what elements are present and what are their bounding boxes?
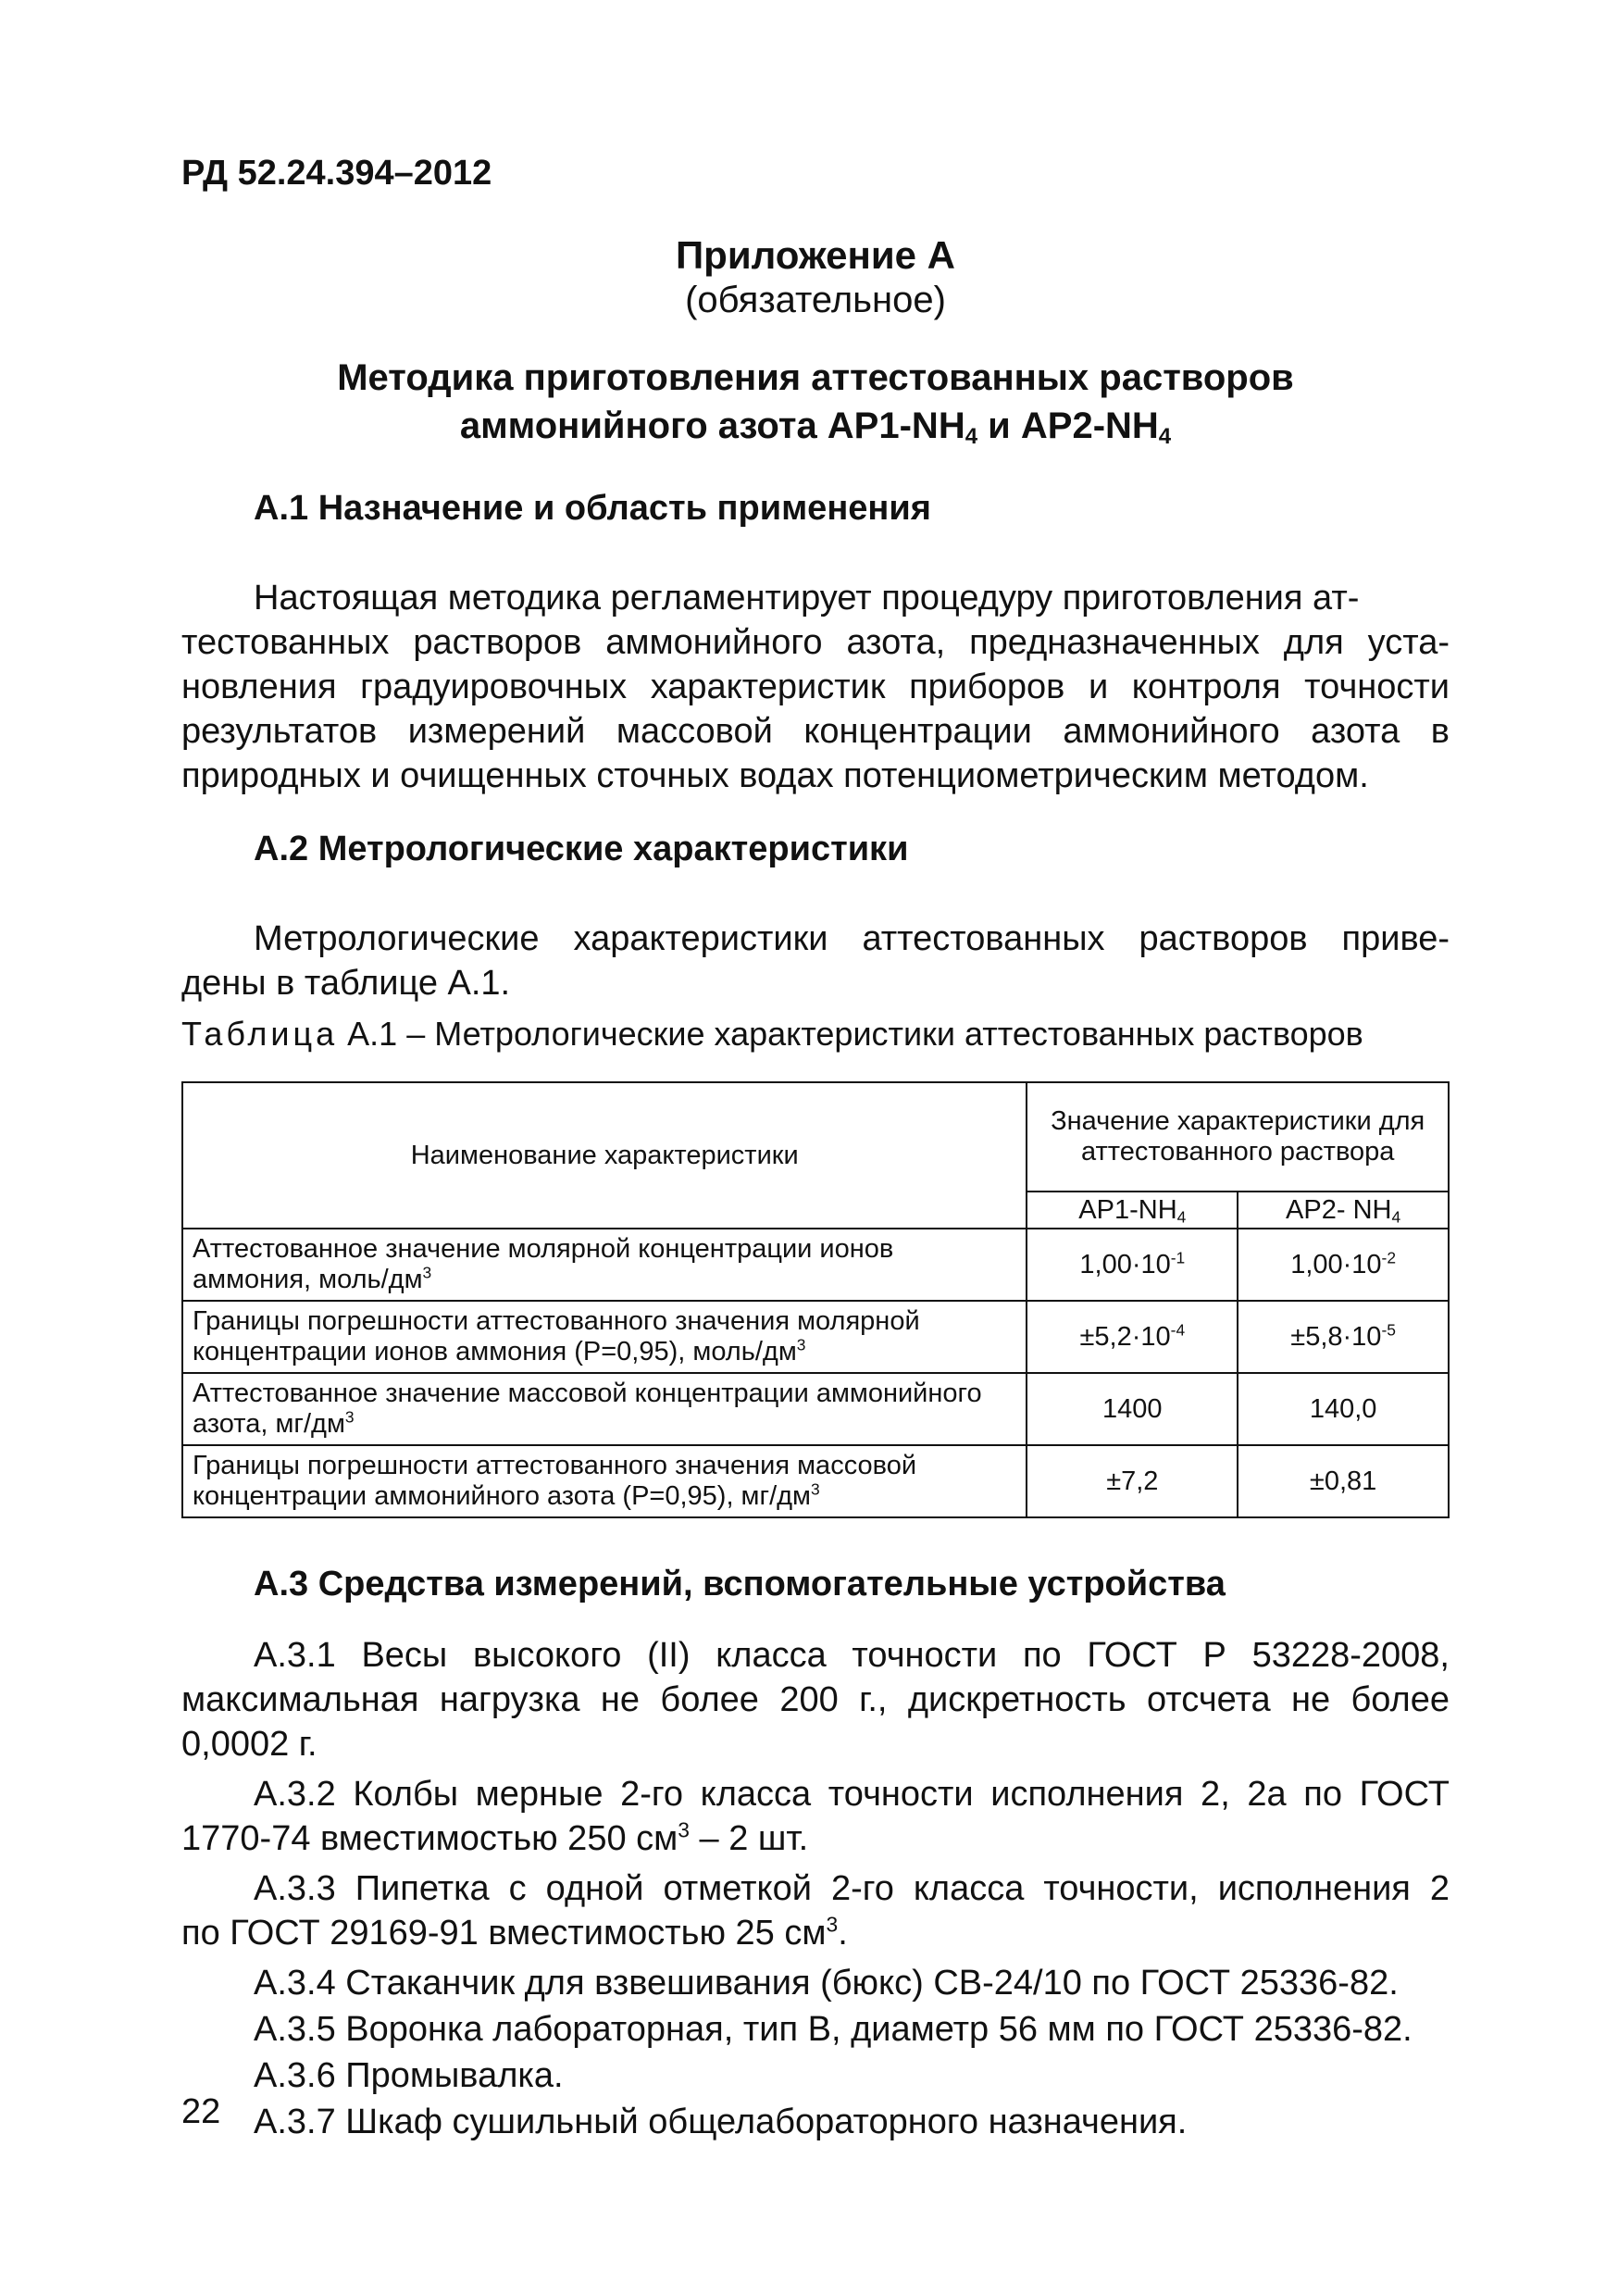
- table-col-ar2: АР2- $NH_4$: [1238, 1192, 1449, 1229]
- row-value-ar1: $\pm 5,2\cdot 10^{-4}$: [1027, 1301, 1238, 1373]
- list-item-a3-2: А.3.2 Колбы мерные 2-го класса точности исполнения 2, 2а по ГОСТ: [254, 1775, 1450, 1814]
- row-value-ar2: $\pm 5,8\cdot 10^{-5}$: [1238, 1301, 1449, 1373]
- table-row: [182, 1445, 1449, 1517]
- table-caption-label: Таблица: [181, 1015, 339, 1053]
- list-item-a3-7: А.3.7 Шкаф сушильный общелабораторного назначения.: [254, 2103, 1188, 2141]
- list-item-a3-4: А.3.4 Стаканчик для взвешивания (бюкс) СВ-24/10 по ГОСТ 25336-82.: [254, 1964, 1399, 2003]
- row-value-ar2: $1,00\cdot 10^{-2}$: [1238, 1229, 1449, 1301]
- row-value-ar1: ±7,2: [1027, 1445, 1238, 1517]
- list-item-a3-1: А.3.1 Весы высокого (II) класса точности по ГОСТ Р 53228-2008,: [254, 1636, 1450, 1675]
- row-value-ar2: ±0,81: [1238, 1445, 1449, 1517]
- table-header-value: Значение характеристики для аттестованного раствора: [1027, 1082, 1449, 1192]
- row-value-ar1: $1,00\cdot 10^{-1}$: [1027, 1229, 1238, 1301]
- section-a3-title: А.3 Средства измерений, вспомогательные устройства: [254, 1565, 1226, 1603]
- text-line: 1770-74 вместимостью 250 $см^3 - 2$ шт.: [181, 1817, 809, 1858]
- list-item-a3-3: А.3.3 Пипетка с одной отметкой 2-го класса точности, исполнения 2: [254, 1869, 1450, 1908]
- table-header-name: Наименование характеристики: [182, 1082, 1027, 1229]
- text-line: результатов измерений массовой концентрации аммонийного азота в: [181, 712, 1450, 751]
- row-name: Границы погрешности аттестованного значения массовой концентрации аммонийного азота (Р=0,95), $мг/дм^3$: [182, 1445, 1027, 1517]
- appendix-heading-line2: аммонийного азота $АР1-NH_4$ и $АР2-NH_4$: [459, 406, 1172, 449]
- table-row: [182, 1229, 1449, 1301]
- section-a2-title: А.2 Метрологические характеристики: [254, 830, 909, 868]
- list-item-a3-6: А.3.6 Промывалка.: [254, 2056, 564, 2095]
- text-line: дены в таблице А.1.: [181, 964, 511, 1003]
- text-line: природных и очищенных сточных водах потенциометрическим методом.: [181, 756, 1369, 795]
- table-caption-text: А.1 – Метрологические характеристики аттестованных растворов: [338, 1015, 1363, 1053]
- row-name: Аттестованное значение массовой концентрации аммонийного азота, $мг/дм^3$: [182, 1373, 1027, 1445]
- text-line: Метрологические характеристики аттестованных растворов приве-: [254, 919, 1450, 958]
- text-line: новления градуировочных характеристик приборов и контроля точности: [181, 668, 1450, 706]
- section-a1-title: А.1 Назначение и область применения: [254, 489, 931, 528]
- appendix-status: (обязательное): [685, 280, 946, 320]
- list-item-a3-5: А.3.5 Воронка лабораторная, тип В, диаметр 56 мм по ГОСТ 25336-82.: [254, 2010, 1413, 2049]
- row-value-ar2: 140,0: [1238, 1373, 1449, 1445]
- appendix-heading-line1: Методика приготовления аттестованных растворов: [337, 357, 1294, 398]
- section-a2-body: [181, 917, 1450, 1005]
- metrology-table: [181, 1081, 1450, 1518]
- text-line: тестованных растворов аммонийного азота, предназначенных для уста-: [181, 623, 1450, 662]
- row-value-ar1: 1400: [1027, 1373, 1238, 1445]
- text-line: по ГОСТ 29169-91 вместимостью 25 $см^3$.: [181, 1912, 848, 1953]
- row-name: Аттестованное значение молярной концентрации ионов аммония, моль/$дм^3$: [182, 1229, 1027, 1301]
- table-row: [182, 1373, 1449, 1445]
- section-a3-body: [181, 1633, 1450, 2144]
- row-name: Границы погрешности аттестованного значения молярной концентрации ионов аммония (Р=0,95), моль/$дм^3$: [182, 1301, 1027, 1373]
- page-number: 22: [181, 2092, 221, 2131]
- text-line: 0,0002 г.: [181, 1725, 317, 1764]
- table-col-ar1: $АР1-NH_4$: [1027, 1192, 1238, 1229]
- text-line: максимальная нагрузка не более 200 г., дискретность отсчета не более: [181, 1680, 1450, 1719]
- document-code: РД 52.24.394–2012: [181, 154, 492, 193]
- appendix-title: Приложение А: [675, 233, 956, 277]
- table-caption: [181, 1015, 1363, 1054]
- table-row: [182, 1301, 1449, 1373]
- section-a1-body: [181, 576, 1450, 798]
- text-line: Настоящая методика регламентирует процедуру приготовления ат-: [254, 579, 1360, 618]
